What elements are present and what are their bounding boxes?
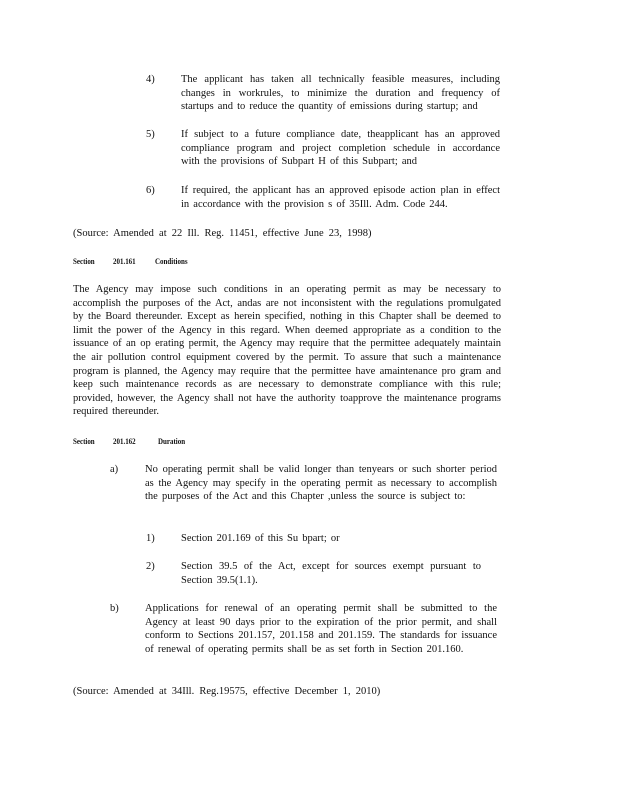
section-title: Conditions — [155, 256, 188, 266]
list-item-text: If required, the applicant has an approved episode action plan in effect in accordance with the provision s of 35Ill. Adm. Code 244. — [181, 185, 500, 210]
subsection-letter: a) — [110, 464, 119, 475]
section-label: Section — [73, 436, 95, 446]
list-item-text: The applicant has taken all technically feasible measures, including changes in workrules, to minimize the duration and frequency of startups and to reduce the quantity of emissions during startup; and — [181, 74, 500, 113]
list-item-number: 6) — [146, 185, 155, 196]
list-item-text: If subject to a future compliance date, theapplicant has an approved compliance program and project completion schedule in accordance with the provisions of Subpart H of this Subpart; and — [181, 129, 500, 168]
list-item-number: 1) — [146, 533, 155, 544]
conditions-paragraph: The Agency may impose such conditions in an operating permit as may be necessary to accomplish the purposes of the Act, andas are not inconsistent with the regulations promulgated by the Board thereunder. Except as herein specified, nothing in this Chapter shall be deemed to limit the power of the Agency in this regard. When deemed appropriate as a condition to the issuance of an op erating permit, the Agency may require that the permittee adequately maintain the air pollution control equipment covered by the permit. To assure that such a maintenance program is planned, the Agency may require that the permittee have amaintenance pro gram and keep such maintenance records as are necessary to demonstrate compliance with this rule; provided, however, the Agency shall not have the authority toapprove the maintenance programs required thereunder. — [73, 284, 501, 418]
list-item-number: 4) — [146, 74, 155, 85]
section-label: Section — [73, 256, 95, 266]
subsection-letter: b) — [110, 603, 119, 614]
subsection-text: Applications for renewal of an operating permit shall be submitted to the Agency at least 90 days prior to the expiration of the prior permit, and shall conform to Sections 201.157, 201.158 and 201.159. The standards for issuance of renewal of operating permits shall be as set forth in Section 201.160. — [145, 603, 497, 655]
list-item-number: 5) — [146, 129, 155, 140]
list-item-text: Section 201.169 of this Su bpart; or — [181, 533, 340, 544]
list-item-text: Section 39.5 of the Act, except for sources exempt pursuant to Section 39.5(1.1). — [181, 561, 481, 586]
list-item-number: 2) — [146, 561, 155, 572]
section-number: 201.162 — [113, 436, 136, 446]
source-note: (Source: Amended at 34Ill. Reg.19575, effective December 1, 2010) — [73, 686, 381, 697]
source-note: (Source: Amended at 22 Ill. Reg. 11451, effective June 23, 1998) — [73, 228, 372, 239]
subsection-text: No operating permit shall be valid longer than tenyears or such shorter period as the Agency may specify in the operating permit as necessary to accomplish the purposes of the Act and this Chapter ,unless the source is subject to: — [145, 464, 497, 503]
section-number: 201.161 — [113, 256, 136, 266]
section-title: Duration — [158, 436, 186, 446]
